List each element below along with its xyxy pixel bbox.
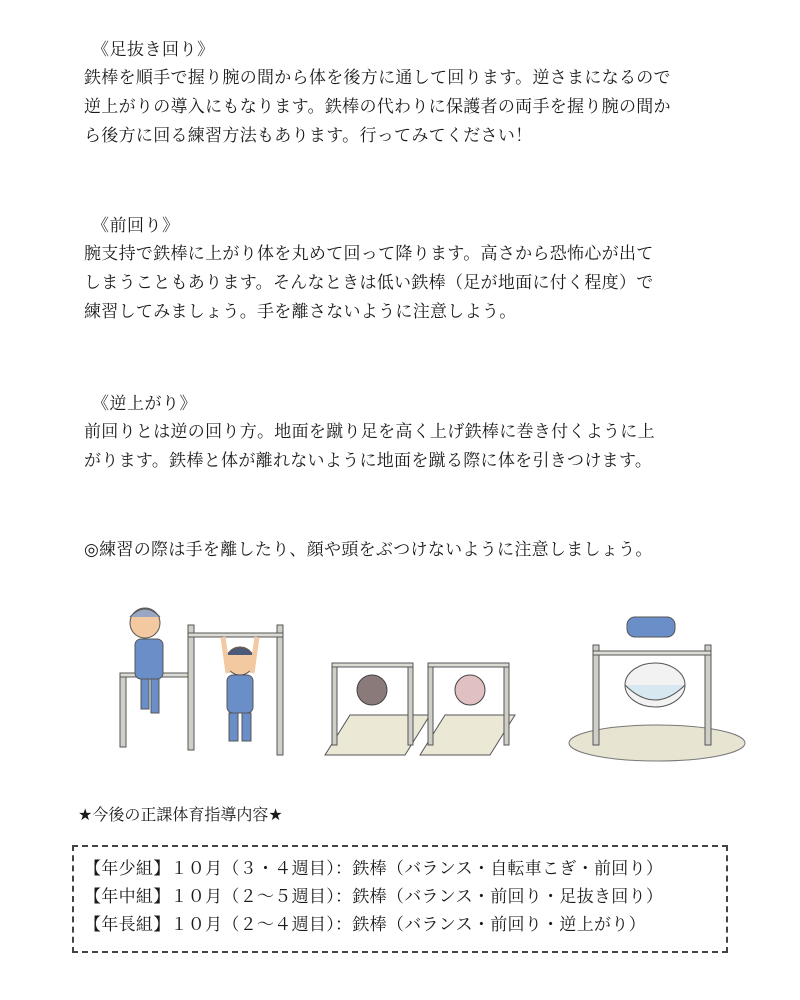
schedule-content: 鉄棒（バランス・自転車こぎ・前回り） [352,859,664,879]
body-line: 前回りとは逆の回り方。地面を蹴り足を高く上げ鉄棒に巻き付くように上 [84,422,655,442]
schedule-period: １０月（３・４週目）： [170,859,353,879]
body-line: ら後方に回る練習方法もあります。行ってみてください！ [84,126,533,146]
safety-note: ◎練習の際は手を離したり、顔や頭をぶつけないように注意しましょう。 [84,540,653,560]
schedule-heading: ★今後の正課体育指導内容★ [78,805,283,824]
schedule-period: １０月（２～４週目）： [170,915,353,935]
schedule-box [72,845,728,953]
schedule-content: 鉄棒（バランス・前回り・逆上がり） [352,915,646,935]
section-mae-mawari [84,214,764,327]
section-title: 《足抜き回り》 [92,40,215,60]
schedule-row [84,855,726,883]
schedule-group: 【年少組】 [84,859,171,879]
section-body [84,240,764,327]
section-sakaagari [84,392,764,476]
section-ashinuki-mawari [84,38,764,151]
section-title: 《逆上がり》 [92,394,197,414]
body-line: 鉄棒を順手で握り腕の間から体を後方に通して回ります。逆さまになるので [84,68,671,88]
low-bar-mats-illustration [320,645,520,760]
schedule-group: 【年長組】 [84,915,171,935]
section-body [84,418,764,476]
schedule-period: １０月（２～５週目）： [170,887,353,907]
body-line: 練習してみましょう。手を離さないように注意しよう。 [84,302,517,322]
body-line: がります。鉄棒と体が離れないように地面を蹴る際に体を引きつけます。 [84,451,653,471]
schedule-row [84,883,726,911]
section-body [84,64,764,151]
schedule-row [84,911,726,939]
body-line: 腕支持で鉄棒に上がり体を丸めて回って降ります。高さから恐怖心が出て [84,244,654,264]
body-line: しまうこともあります。そんなときは低い鉄棒（足が地面に付く程度）で [84,273,654,293]
schedule-content: 鉄棒（バランス・前回り・足抜き回り） [352,887,664,907]
sakaagari-illustration [565,605,750,765]
children-on-bar-illustration [105,595,305,770]
body-line: 逆上がりの導入にもなります。鉄棒の代わりに保護者の両手を握り腕の間か [84,97,671,117]
section-title: 《前回り》 [92,216,180,236]
schedule-group: 【年中組】 [84,887,171,907]
